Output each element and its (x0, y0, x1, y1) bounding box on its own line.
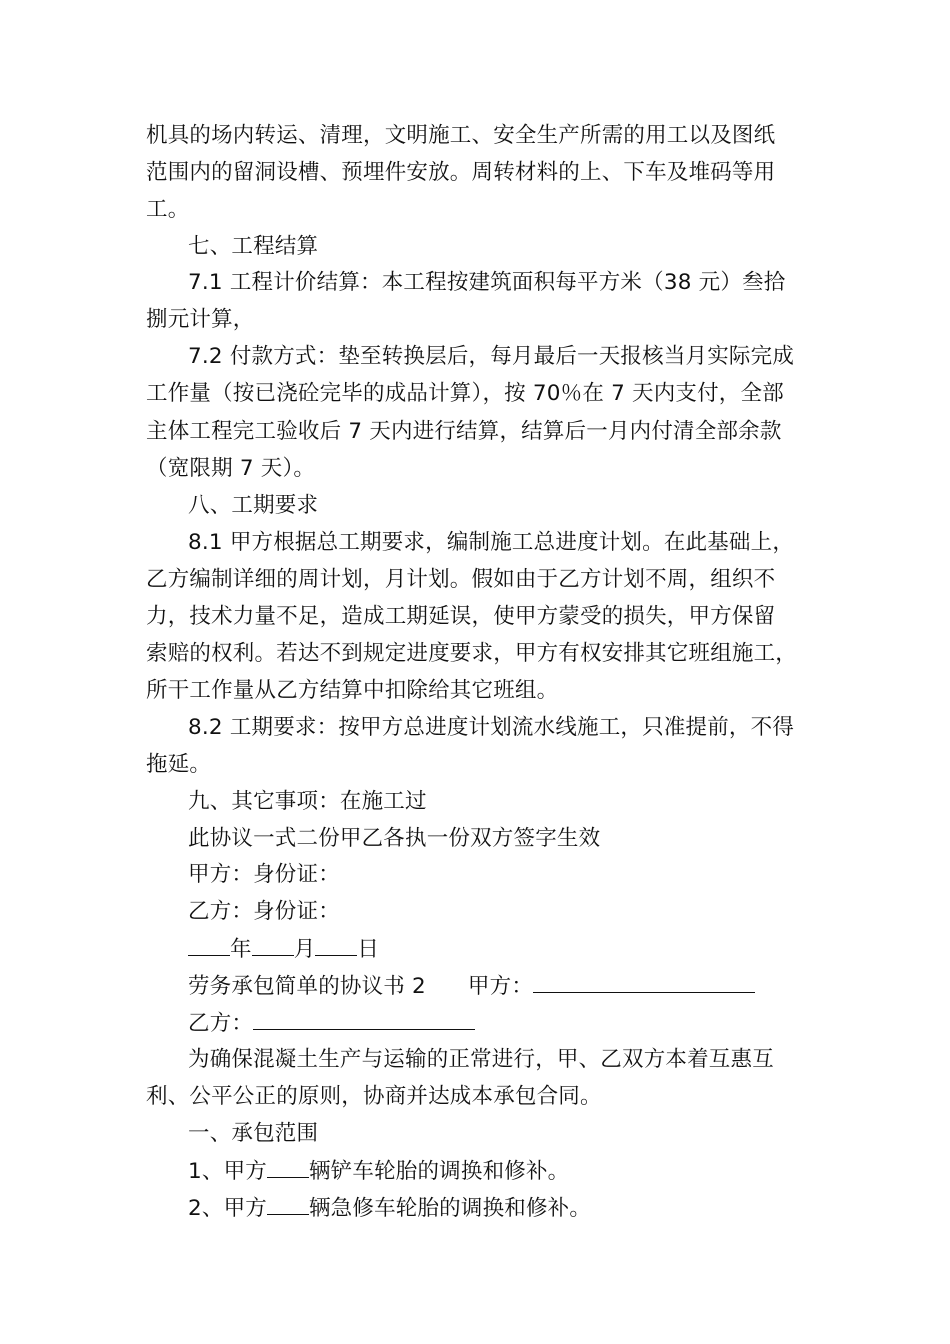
paragraph-line: 此协议一式二份甲乙各执一份双方签字生效 (188, 826, 601, 851)
month-blank (252, 935, 294, 956)
quantity-blank (267, 1194, 309, 1215)
day-blank (315, 935, 357, 956)
paragraph-line: 索赔的权利。若达不到规定进度要求，甲方有权安排其它班组施工， (146, 641, 798, 666)
quantity-blank (267, 1157, 309, 1178)
agreement-title: 劳务承包简单的协议书 2 (188, 974, 426, 999)
list-item-text: 辆铲车轮胎的调换和修补。 (308, 1159, 570, 1184)
paragraph-line: 7.2 付款方式：垫至转换层后，每月最后一天报核当月实际完成 (188, 344, 795, 369)
paragraph-line: 为确保混凝土生产与运输的正常进行，甲、乙双方本着互惠互 (188, 1047, 774, 1072)
paragraph-line: 利、公平公正的原则，协商并达成本承包合同。 (146, 1084, 602, 1109)
paragraph-line: 机具的场内转运、清理，文明施工、安全生产所需的用工以及图纸 (146, 123, 776, 148)
party-b-blank (253, 1009, 475, 1030)
list-item-prefix: 1、甲方 (188, 1159, 267, 1184)
paragraph-line: 力，技术力量不足，造成工期延误，使甲方蒙受的损失，甲方保留 (146, 604, 776, 629)
paragraph-line: 拖延。 (146, 752, 212, 777)
paragraph-line: 工。 (146, 197, 190, 222)
list-item-prefix: 2、甲方 (188, 1196, 267, 1221)
list-item (188, 1157, 569, 1186)
paragraph-line: 8.2 工期要求：按甲方总进度计划流水线施工，只准提前，不得 (188, 715, 795, 740)
year-label: 年 (230, 937, 252, 962)
list-item-text: 辆急修车轮胎的调换和修补。 (308, 1196, 592, 1221)
paragraph-line: 所干工作量从乙方结算中扣除给其它班组。 (146, 678, 559, 703)
party-a-label: 甲方： (467, 974, 534, 999)
paragraph-line: 乙方编制详细的周计划，月计划。假如由于乙方计划不周，组织不 (146, 567, 776, 592)
paragraph-line: 8.1 甲方根据总工期要求，编制施工总进度计划。在此基础上， (188, 530, 795, 555)
signature-line-party-a: 甲方：身份证： (188, 862, 340, 887)
section-heading: 七、工程结算 (188, 234, 319, 259)
party-a-blank (533, 972, 755, 993)
section-heading: 九、其它事项：在施工过 (188, 789, 427, 814)
party-b-line (188, 1009, 475, 1038)
paragraph-line: 工作量（按已浇砼完毕的成品计算），按 70％在 7 天内支付，全部 (146, 381, 784, 406)
agreement-title-line (188, 972, 755, 1001)
month-label: 月 (293, 937, 316, 962)
signature-line-party-b: 乙方：身份证： (188, 899, 340, 924)
section-heading: 八、工期要求 (188, 493, 319, 518)
date-line (188, 935, 379, 964)
year-blank (188, 935, 230, 956)
paragraph-line: 范围内的留洞设槽、预埋件安放。周转材料的上、下车及堆码等用 (146, 160, 776, 185)
day-label: 日 (357, 937, 380, 962)
party-b-label: 乙方： (188, 1011, 254, 1036)
paragraph-line: 主体工程完工验收后 7 天内进行结算，结算后一月内付清全部余款 (146, 419, 782, 444)
paragraph-line: 捌元计算， (146, 307, 255, 332)
paragraph-line: （宽限期 7 天）。 (146, 456, 316, 481)
list-item (188, 1194, 591, 1223)
section-heading: 一、承包范围 (188, 1121, 319, 1146)
paragraph-line: 7.1 工程计价结算：本工程按建筑面积每平方米（38 元）叁拾 (188, 270, 786, 295)
